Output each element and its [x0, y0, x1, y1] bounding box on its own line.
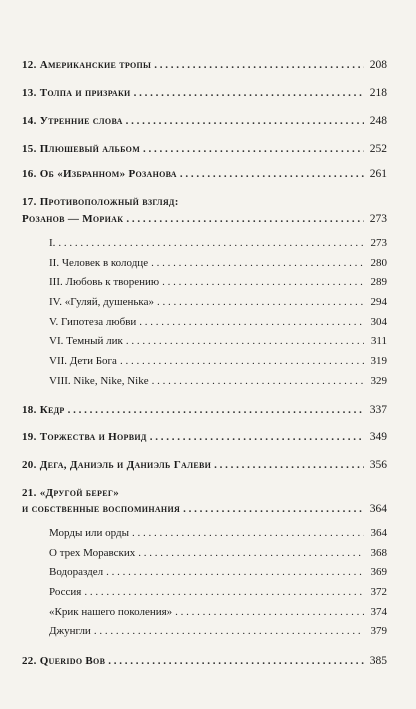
entry-title: Россия	[49, 586, 82, 598]
page-number: 304	[370, 316, 387, 328]
toc-subentry-21-1[interactable]	[49, 526, 387, 540]
entry-title: Джунгли	[49, 625, 91, 637]
dot-leader	[126, 114, 364, 128]
dot-leader	[126, 334, 364, 348]
page-number: 273	[370, 237, 387, 249]
page-number: 364	[369, 503, 387, 515]
entry-title: 20. Дега, Даниэль и Даниэль Галеви	[22, 459, 212, 471]
page-number: 218	[369, 87, 387, 99]
page-number: 261	[369, 168, 387, 180]
page-number: 379	[370, 625, 387, 637]
entry-title: III. Любовь к творению	[49, 276, 160, 288]
toc-subentry-17-8[interactable]	[49, 374, 387, 388]
entry-title: 12. Американские тропы	[22, 59, 152, 71]
toc-subentry-17-4[interactable]	[49, 295, 387, 309]
toc-entry-14[interactable]	[22, 114, 387, 128]
page-number: 252	[369, 143, 387, 155]
page-number: 289	[370, 276, 387, 288]
page-number: 329	[370, 375, 387, 387]
entry-title: V. Гипотеза любви	[49, 316, 137, 328]
dot-leader	[68, 403, 364, 417]
page-number: 364	[370, 527, 387, 539]
dot-leader	[106, 565, 364, 579]
entry-title: IV. «Гуляй, душенька»	[49, 296, 154, 308]
entry-title-cont: Розанов — Мориак	[22, 213, 124, 225]
page-number: 337	[369, 404, 387, 416]
dot-leader	[120, 354, 364, 368]
dot-leader	[214, 458, 364, 472]
toc-entry-17[interactable]	[22, 212, 387, 226]
entry-title: 21. «Другой берег»	[22, 487, 120, 499]
entry-title: «Крик нашего поколения»	[49, 606, 173, 618]
dot-leader	[134, 86, 364, 100]
dot-leader	[108, 654, 364, 668]
entry-title: Морды или орды	[49, 527, 129, 539]
entry-title: 13. Толпа и призраки	[22, 87, 131, 99]
toc-subentry-21-6[interactable]	[49, 624, 387, 638]
entry-title-cont: и собственные воспоминания	[22, 503, 181, 515]
toc-entry-12[interactable]	[22, 58, 387, 72]
dot-leader	[138, 546, 364, 560]
entry-title: 22. Querido Bob	[22, 655, 106, 667]
toc-subentry-21-4[interactable]	[49, 585, 387, 599]
page-number: 319	[370, 355, 387, 367]
toc-entry-22[interactable]	[22, 654, 387, 668]
toc-subentry-17-2[interactable]	[49, 256, 387, 270]
dot-leader	[157, 295, 364, 309]
dot-leader	[139, 315, 364, 329]
dot-leader	[150, 430, 364, 444]
toc-subentry-17-7[interactable]	[49, 354, 387, 368]
page-number: 385	[369, 655, 387, 667]
page-number: 248	[369, 115, 387, 127]
entry-title: VI. Темный лик	[49, 335, 123, 347]
toc-subentry-21-5[interactable]	[49, 605, 387, 619]
dot-leader	[180, 167, 364, 181]
entry-title: II. Человек в колодце	[49, 257, 149, 269]
toc-entry-19[interactable]	[22, 430, 387, 444]
dot-leader	[94, 624, 364, 638]
dot-leader	[143, 142, 364, 156]
toc-subentry-17-5[interactable]	[49, 315, 387, 329]
toc-entry-20[interactable]	[22, 458, 387, 472]
page-number: 294	[370, 296, 387, 308]
entry-title: VII. Дети Бога	[49, 355, 117, 367]
dot-leader	[84, 585, 364, 599]
entry-title: 18. Кедр	[22, 404, 65, 416]
dot-leader	[58, 236, 364, 250]
dot-leader	[151, 256, 364, 270]
toc-entry-15[interactable]	[22, 142, 387, 156]
toc-entry-21[interactable]	[22, 502, 387, 516]
page-number: 280	[370, 257, 387, 269]
dot-leader	[154, 58, 364, 72]
page-number: 349	[369, 431, 387, 443]
page-number: 356	[369, 459, 387, 471]
toc-subentry-21-3[interactable]	[49, 565, 387, 579]
entry-title: О трех Моравских	[49, 547, 136, 559]
page-number: 374	[370, 606, 387, 618]
toc-entry-17-line1[interactable]	[22, 195, 387, 209]
toc-subentry-17-3[interactable]	[49, 275, 387, 289]
toc-entry-18[interactable]	[22, 403, 387, 417]
dot-leader	[126, 212, 364, 226]
entry-title: 15. Плюшевый альбом	[22, 143, 141, 155]
entry-title: 16. Об «Избранном» Розанова	[22, 168, 177, 180]
toc-entry-21-line1[interactable]	[22, 486, 387, 500]
page-number: 372	[370, 586, 387, 598]
page-number: 311	[370, 335, 387, 347]
entry-title: I.	[49, 237, 56, 249]
dot-leader	[183, 502, 364, 516]
toc-subentry-17-1[interactable]	[49, 236, 387, 250]
page-number: 273	[369, 213, 387, 225]
toc-subentry-21-2[interactable]	[49, 546, 387, 560]
page-number: 208	[369, 59, 387, 71]
dot-leader	[152, 374, 364, 388]
dot-leader	[162, 275, 364, 289]
toc-subentry-17-6[interactable]	[49, 334, 387, 348]
entry-title: 19. Торжества и Норвид	[22, 431, 147, 443]
entry-title: 14. Утренние слова	[22, 115, 123, 127]
page-number: 369	[370, 566, 387, 578]
toc-entry-13[interactable]	[22, 86, 387, 100]
entry-title: Водораздел	[49, 566, 104, 578]
toc-entry-16[interactable]	[22, 167, 387, 181]
dot-leader	[175, 605, 364, 619]
entry-title: VIII. Nike, Nike, Nike	[49, 375, 149, 387]
page-number: 368	[370, 547, 387, 559]
entry-title: 17. Противоположный взгляд:	[22, 196, 179, 208]
dot-leader	[132, 526, 364, 540]
